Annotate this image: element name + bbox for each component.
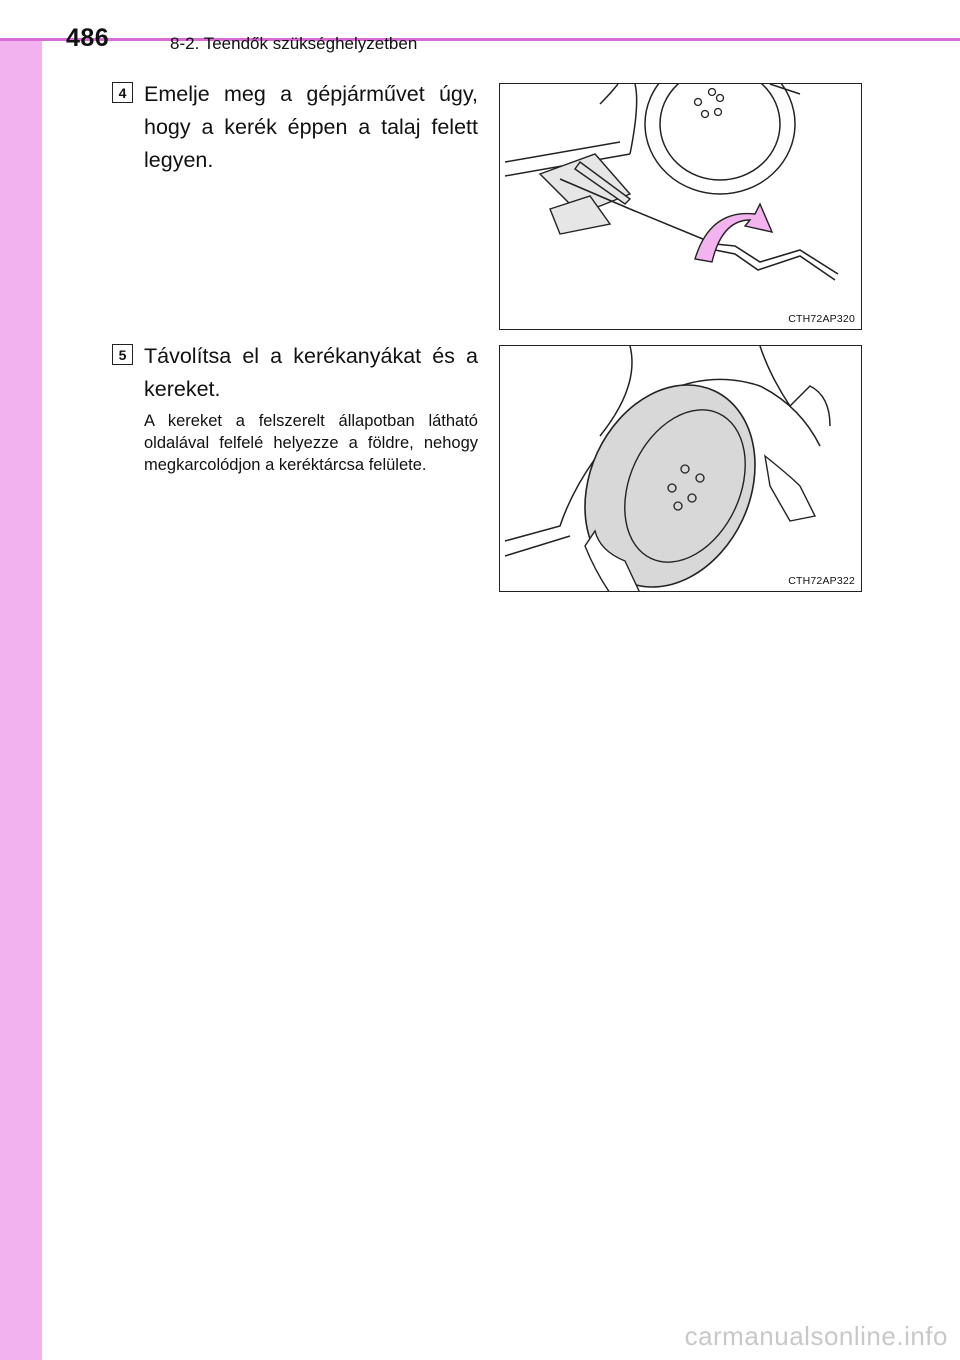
step-number-5: 5 — [112, 344, 133, 365]
page-number: 486 — [66, 24, 110, 52]
figure-code-322: CTH72AP322 — [788, 575, 855, 587]
step-number-4: 4 — [112, 82, 133, 103]
figure-jack-raising — [499, 83, 862, 330]
figure-wheel-removal — [499, 345, 862, 592]
jack-illustration — [500, 84, 862, 330]
step-4-instruction: Emelje meg a gépjárművet úgy, hogy a kerék éppen a talaj felett legyen. — [144, 82, 478, 172]
figure-code-320: CTH72AP320 — [788, 313, 855, 325]
watermark: carmanualsonline.info — [684, 1321, 948, 1351]
header-corner — [0, 0, 42, 38]
step-5-instruction: Távolítsa el a kerékanyákat és a kereket. — [144, 344, 478, 401]
section-title: 8-2. Teendők szükséghelyzetben — [170, 34, 418, 53]
wheel-illustration — [500, 346, 862, 592]
chapter-sidebar — [0, 0, 42, 1360]
step-5-note: A kereket a felszerelt állapotban látható oldalával felfelé helyezze a földre, nehogy megkarcolódjon a keréktárcsa felülete. — [144, 412, 478, 474]
header-rule — [0, 38, 960, 41]
